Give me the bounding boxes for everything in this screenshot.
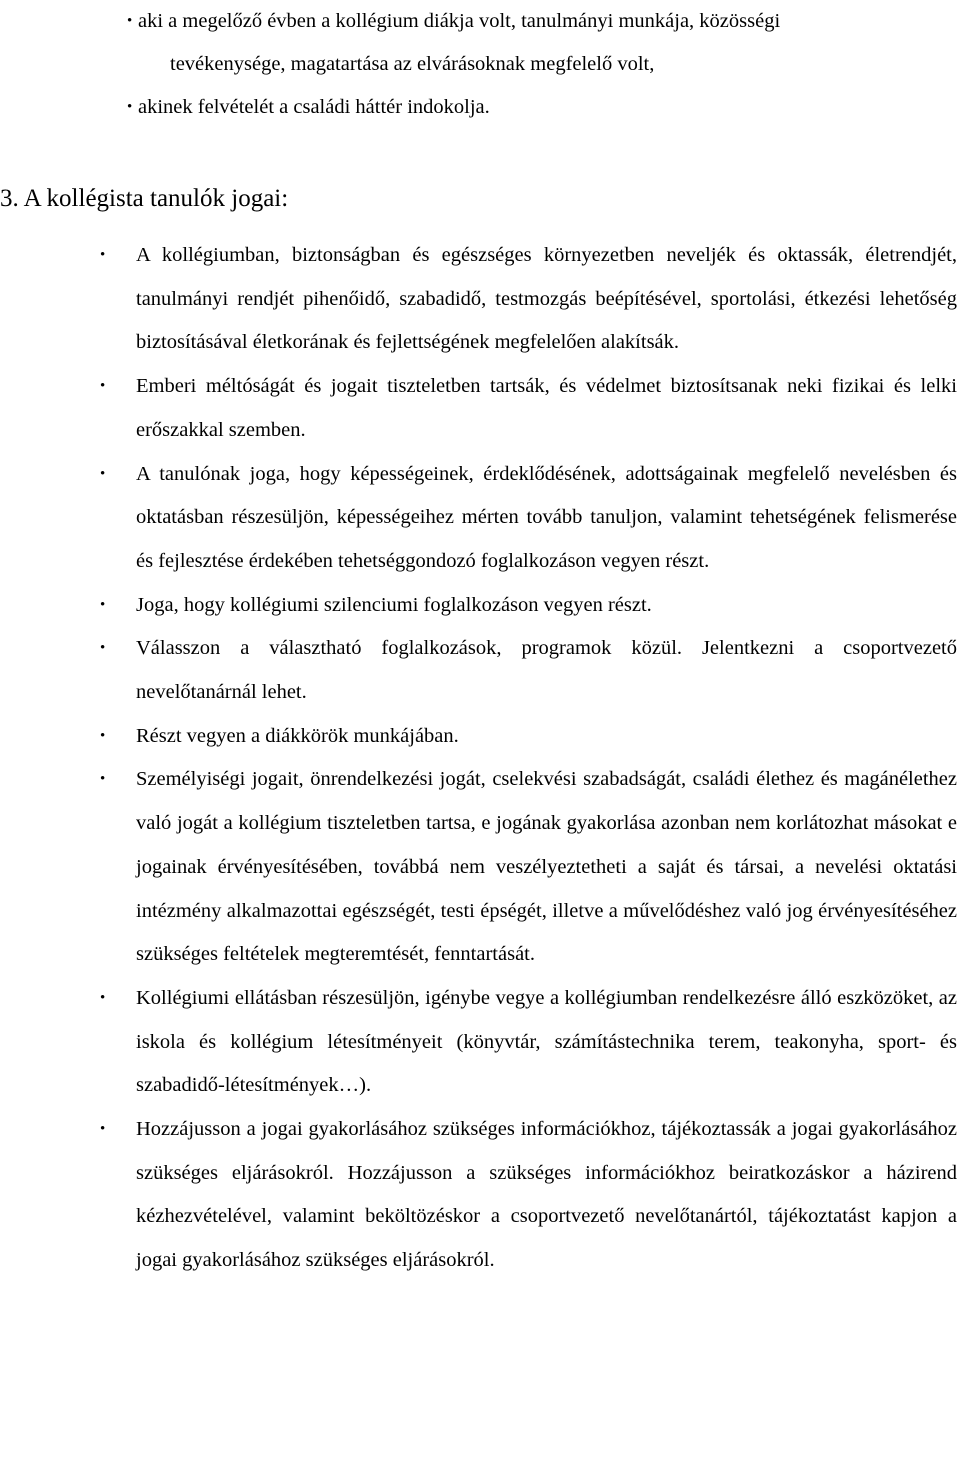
bullet-icon: • xyxy=(100,247,106,263)
section-heading xyxy=(0,177,288,221)
list-item-text: Kollégiumi ellátásban részesüljön, igénybe vegye a kollégiumban rendelkezésre álló eszközöket, az iskola és kollégium létesítményeit (könyvtár, számítástechnika terem, teakonyha, sport- és szabadidő-létesítmények…). xyxy=(136,986,957,1097)
list-item xyxy=(127,0,938,86)
section-title: A kollégista tanulók jogai: xyxy=(23,185,289,212)
list-item xyxy=(100,365,957,452)
list-item-text: Hozzájusson a jogai gyakorlásához szükséges információkhoz, tájékoztassák a jogai gyakorlásához szükséges eljárásokról. Hozzájusson a szükséges információkhoz beiratkozáskor a házirend kézhezvételével, valamint beköltözéskor a csoportvezető nevelőtanártól, tájékoztatást kapjon a jogai gyakorlásához szükséges eljárásokról. xyxy=(136,1118,957,1272)
bullet-icon: • xyxy=(100,465,106,482)
list-item-text: aki a megelőző évben a kollégium diákja volt, tanulmányi munkája, közösségi xyxy=(138,10,781,32)
bullet-icon: • xyxy=(127,13,133,29)
bullet-icon: • xyxy=(127,99,133,115)
list-item-text: Emberi méltóságát és jogait tiszteletben tartsák, és védelmet biztosítsanak neki fizikai és lelki erőszakkal szemben. xyxy=(136,375,957,441)
bullet-icon: • xyxy=(100,727,106,744)
list-item xyxy=(127,86,938,129)
list-item xyxy=(100,627,957,714)
bullet-icon: • xyxy=(100,378,106,395)
list-item xyxy=(100,758,957,977)
list-item xyxy=(100,1108,957,1283)
list-item xyxy=(100,453,957,584)
list-item xyxy=(100,715,957,759)
list-item-text-continued: tevékenysége, magatartása az elvárásoknak megfelelő volt, xyxy=(170,53,655,75)
list-item-text: A tanulónak joga, hogy képességeinek, érdeklődésének, adottságainak megfelelő nevelésben és oktatásban részesüljön, képességeihez mérten tovább tanuljon, valamint tehetségének felismerése és fejlesztése érdekében tehetséggondozó foglalkozáson vegyen részt. xyxy=(136,462,957,572)
list-item-text: Joga, hogy kollégiumi szilenciumi foglalkozáson vegyen részt. xyxy=(136,593,652,616)
list-item xyxy=(100,977,957,1108)
list-item-text: Válasszon a választható foglalkozások, programok közül. Jelentkezni a csoportvezető nevelőtanárnál lehet. xyxy=(136,637,957,704)
list-item-text: A kollégiumban, biztonságban és egészséges környezetben neveljék és oktassák, életrendjét, tanulmányi rendjét pihenőidő, szabadidő, testmozgás beépítésével, sportolási, étkezési lehetőség biztosításával életkorának és fejlettségének megfelelően alakítsák. xyxy=(136,244,957,354)
list-item-text: akinek felvételét a családi háttér indokolja. xyxy=(138,96,490,118)
list-item xyxy=(100,234,957,365)
list-item xyxy=(100,584,957,628)
section-number: 3. xyxy=(0,185,19,212)
bullet-icon: • xyxy=(100,640,106,657)
bullet-icon: • xyxy=(100,771,106,788)
list-item-text: Részt vegyen a diákkörök munkájában. xyxy=(136,724,459,747)
bullet-icon: • xyxy=(100,989,106,1006)
continued-bullet-list xyxy=(127,0,938,129)
bullet-icon: • xyxy=(100,596,106,613)
bullet-icon: • xyxy=(100,1121,106,1138)
rights-bullet-list xyxy=(100,234,957,1283)
list-item-text: Személyiségi jogait, önrendelkezési jogát, cselekvési szabadságát, családi élethez és magánélethez való jogát a kollégium tiszteletben tartsa, e jogának gyakorlása azonban nem korlátozhat másokat e jogainak érvényesítésében, továbbá nem veszélyeztetheti a saját és társai, a nevelési oktatási intézmény alkalmazottai egészségét, testi épségét, illetve a művelődéshez való jog érvényesítéséhez szükséges feltételek megteremtését, fenntartását. xyxy=(136,768,957,966)
